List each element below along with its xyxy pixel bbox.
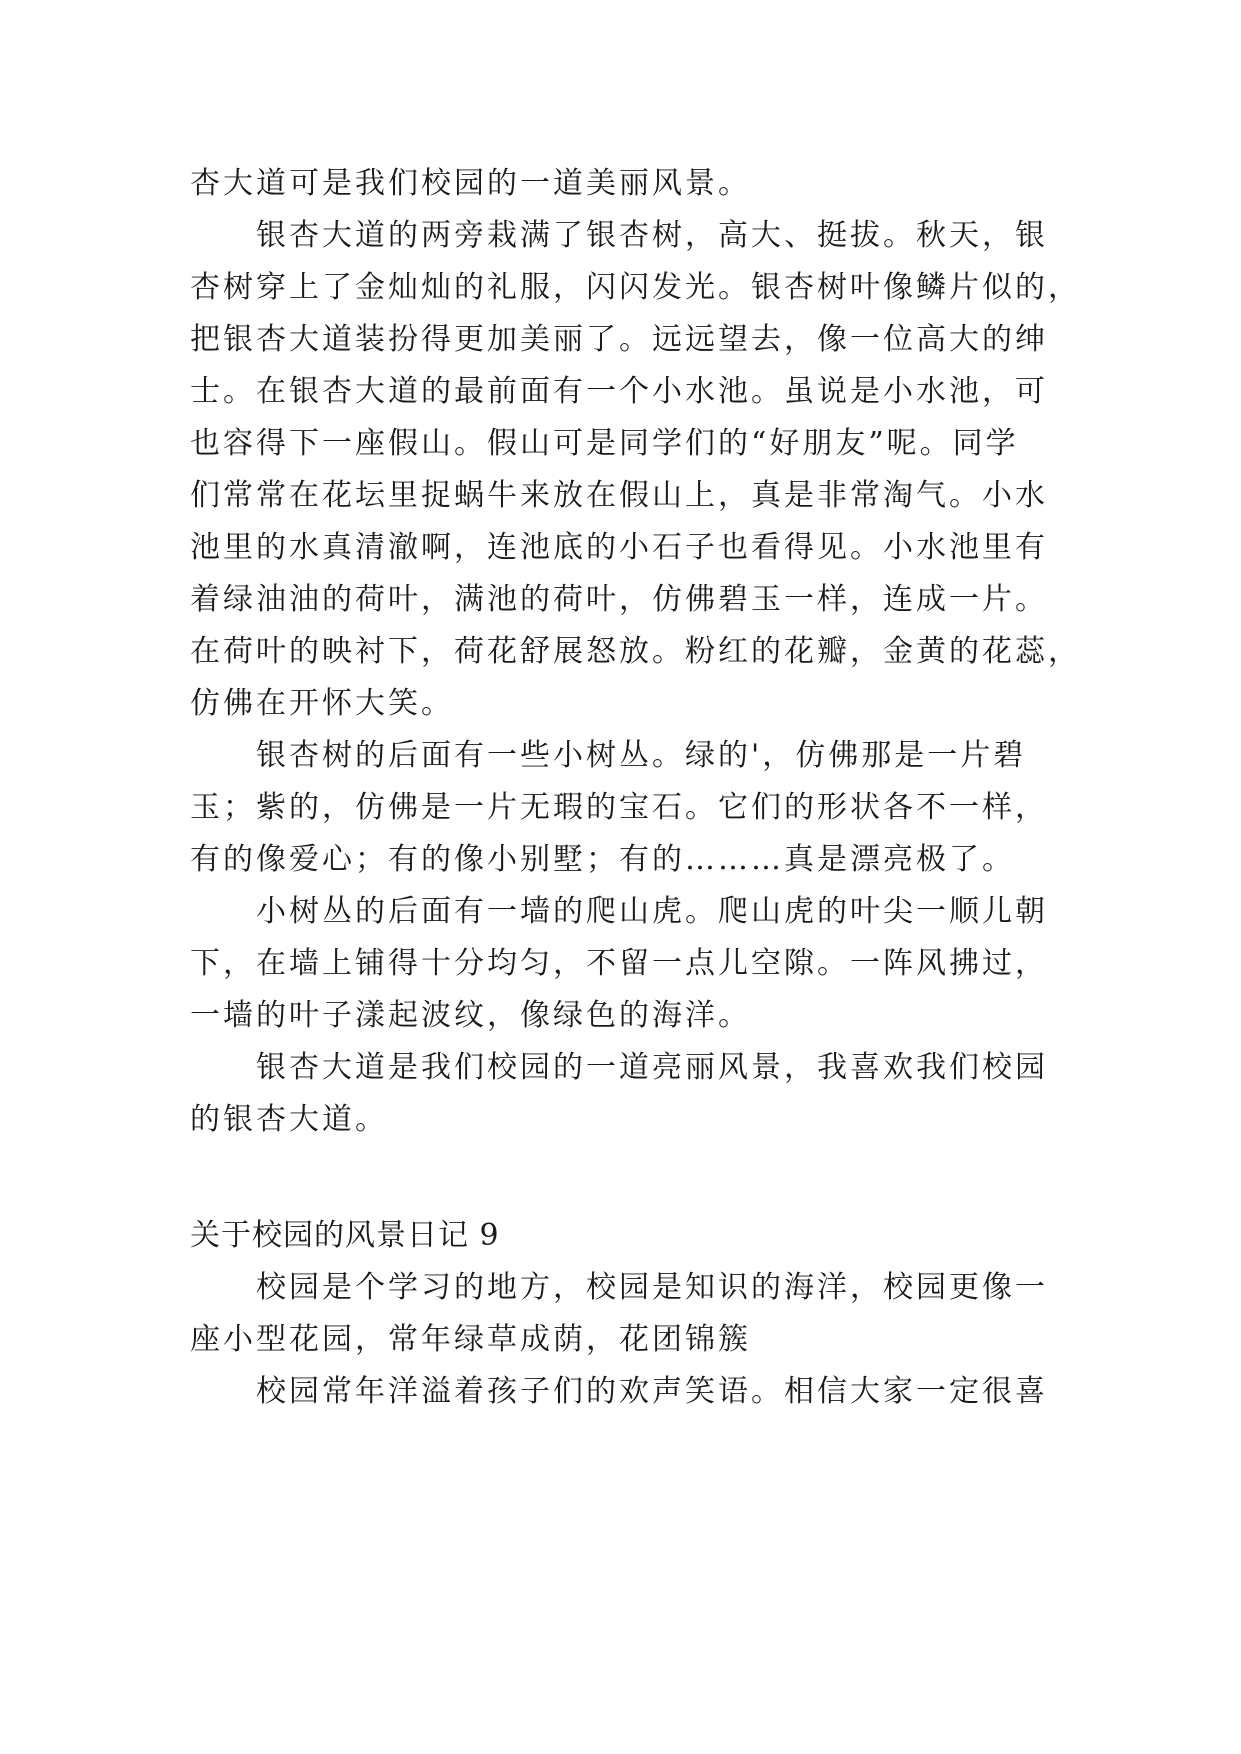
- document-body: [190, 158, 1081, 1418]
- text-line: 银杏大道的两旁栽满了银杏树，高大、挺拔。秋天，银: [256, 218, 1048, 253]
- text-line: 小树丛的后面有一墙的爬山虎。爬山虎的叶尖一顺儿朝: [256, 894, 1048, 929]
- section-heading: 关于校园的风景日记 9: [190, 1218, 500, 1253]
- text-line: 着绿油油的荷叶，满池的荷叶，仿佛碧玉一样，连成一片。: [190, 582, 1048, 617]
- text-line: 校园是个学习的地方，校园是知识的海洋，校园更像一: [256, 1270, 1048, 1305]
- text-line: 们常常在花坛里捉蜗牛来放在假山上，真是非常淘气。小水: [190, 478, 1048, 513]
- text-line: 玉；紫的，仿佛是一片无瑕的宝石。它们的形状各不一样，: [190, 790, 1048, 825]
- text-line: 下，在墙上铺得十分均匀，不留一点儿空隙。一阵风拂过，: [190, 946, 1048, 981]
- text-line: 池里的水真清澈啊，连池底的小石子也看得见。小水池里有: [190, 530, 1048, 565]
- text-line: 仿佛在开怀大笑。: [190, 686, 454, 721]
- text-line: 银杏树的后面有一些小树丛。绿的'，仿佛那是一片碧: [256, 738, 1027, 773]
- text-line: 在荷叶的映衬下，荷花舒展怒放。粉红的花瓣，金黄的花蕊，: [190, 634, 1081, 669]
- text-line: 杏树穿上了金灿灿的礼服，闪闪发光。银杏树叶像鳞片似的，: [190, 270, 1081, 305]
- text-line: 一墙的叶子漾起波纹，像绿色的海洋。: [190, 998, 751, 1033]
- text-line: 把银杏大道装扮得更加美丽了。远远望去，像一位高大的绅: [190, 322, 1048, 357]
- text-line: 也容得下一座假山。假山可是同学们的“好朋友”呢。同学: [190, 426, 1019, 461]
- text-line: 有的像爱心；有的像小别墅；有的………真是漂亮极了。: [190, 842, 1015, 877]
- section-gap: [190, 1146, 1050, 1210]
- text-line: 银杏大道是我们校园的一道亮丽风景，我喜欢我们校园: [256, 1050, 1048, 1085]
- text-line: 士。在银杏大道的最前面有一个小水池。虽说是小水池，可: [190, 374, 1048, 409]
- text-line: 座小型花园，常年绿草成荫，花团锦簇: [190, 1322, 751, 1357]
- text-line: 的银杏大道。: [190, 1102, 388, 1137]
- text-line: 校园常年洋溢着孩子们的欢声笑语。相信大家一定很喜: [256, 1374, 1048, 1409]
- text-line: 杏大道可是我们校园的一道美丽风景。: [190, 166, 751, 201]
